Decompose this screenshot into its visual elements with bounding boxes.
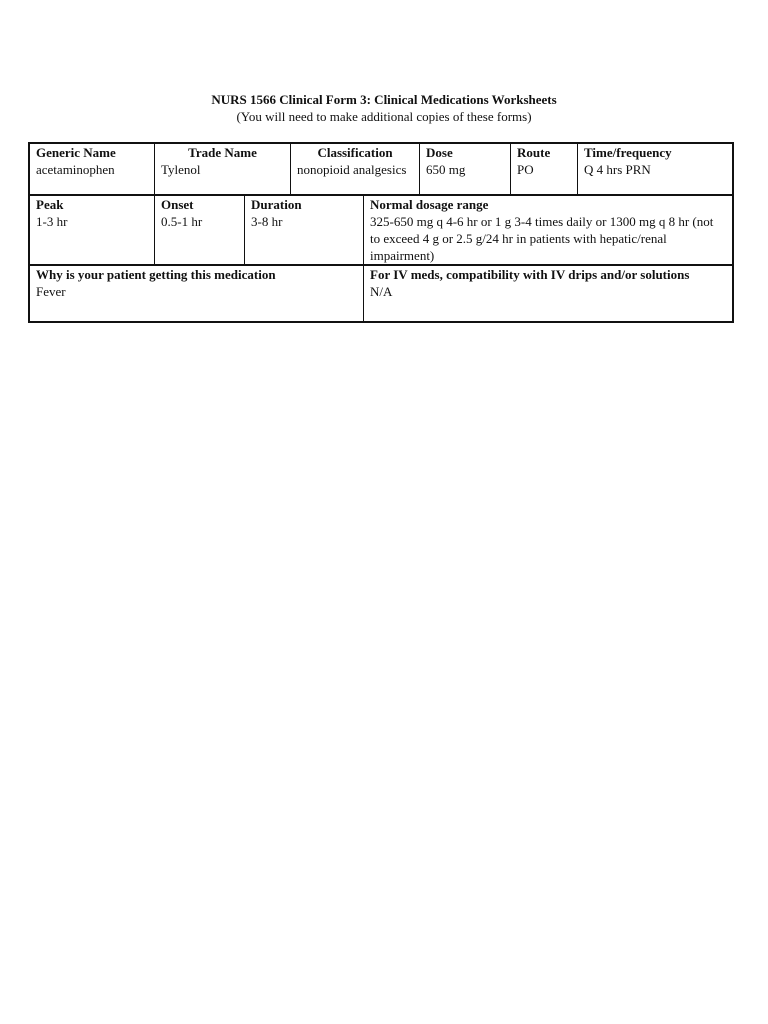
dose-label: Dose (426, 145, 453, 160)
trade-name-cell (154, 144, 290, 194)
page-subtitle: (You will need to make additional copies of these forms) (236, 109, 532, 124)
peak-cell (30, 196, 154, 264)
onset-label: Onset (161, 197, 194, 212)
iv-compatibility-cell (363, 266, 732, 321)
reason-label: Why is your patient getting this medication (36, 267, 276, 282)
trade-name-label: Trade Name (188, 145, 257, 160)
route-value: PO (517, 162, 534, 177)
dosage-range-value: 325-650 mg q 4-6 hr or 1 g 3-4 times daily or 1300 mg q 8 hr (not to exceed 4 g or 2.5 g/24 hr in patients with hepatic/renal impairment) (370, 214, 714, 263)
reason-value: Fever (36, 284, 66, 299)
route-label: Route (517, 145, 551, 160)
dose-cell (419, 144, 510, 194)
dosage-range-label: Normal dosage range (370, 197, 489, 212)
onset-cell (154, 196, 244, 264)
generic-name-label: Generic Name (36, 145, 116, 160)
iv-compatibility-label: For IV meds, compatibility with IV drips and/or solutions (370, 267, 690, 282)
page-title: NURS 1566 Clinical Form 3: Clinical Medications Worksheets (211, 92, 557, 107)
generic-name-value: acetaminophen (36, 162, 115, 177)
generic-name-cell (30, 144, 154, 194)
peak-value: 1-3 hr (36, 214, 68, 229)
time-frequency-label: Time/frequency (584, 145, 672, 160)
trade-name-value: Tylenol (161, 162, 201, 177)
duration-label: Duration (251, 197, 302, 212)
onset-value: 0.5-1 hr (161, 214, 203, 229)
dose-value: 650 mg (426, 162, 466, 177)
dosage-range-cell (363, 196, 732, 264)
duration-cell (244, 196, 363, 264)
route-cell (510, 144, 577, 194)
classification-label: Classification (317, 145, 393, 160)
reason-cell (30, 266, 363, 321)
indication-row (28, 264, 734, 323)
classification-value: nonopioid analgesics (297, 162, 407, 177)
time-frequency-value: Q 4 hrs PRN (584, 162, 651, 177)
time-frequency-cell (577, 144, 732, 194)
pharmacokinetics-row (28, 194, 734, 266)
peak-label: Peak (36, 197, 64, 212)
iv-compatibility-value: N/A (370, 284, 393, 299)
medication-basics-row (28, 142, 734, 196)
duration-value: 3-8 hr (251, 214, 283, 229)
classification-cell (290, 144, 419, 194)
